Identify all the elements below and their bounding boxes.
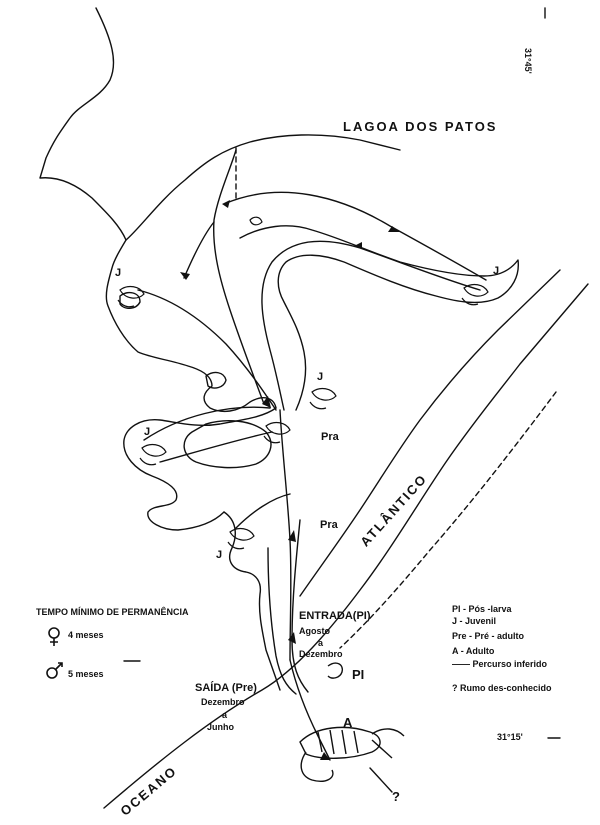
atlantic-label: ATLÂNTICO xyxy=(357,470,431,550)
female-symbol-icon xyxy=(49,628,59,638)
legend-text: - Adulto xyxy=(460,646,495,656)
unknown-route-line xyxy=(370,768,392,792)
legend-text: - Pré - adulto xyxy=(469,631,525,641)
route-west-upper xyxy=(184,222,214,278)
juvenile-marker-west: J xyxy=(115,267,122,279)
lagoon-arm-south xyxy=(224,512,280,690)
juvenile-marker-south: J xyxy=(216,549,223,561)
route-south-loop xyxy=(236,494,290,528)
entry-period-start: Agosto xyxy=(299,626,330,636)
ocean-label: OCEANO xyxy=(117,762,180,819)
legend-item xyxy=(452,604,512,614)
adult-marker: A xyxy=(343,715,353,730)
exit-period-start: Dezembro xyxy=(201,697,245,707)
legend-item xyxy=(452,646,494,656)
legend-code: ? xyxy=(452,683,458,693)
legend-text: - Juvenil xyxy=(459,616,497,626)
sex-symbols xyxy=(47,628,62,678)
residence-male-duration: 5 meses xyxy=(68,669,104,679)
route-bay-return xyxy=(160,432,272,462)
pre-adult-marker-north: Pra xyxy=(321,431,339,443)
juvenile-shrimp-icon xyxy=(310,389,336,409)
male-symbol-icon xyxy=(47,668,57,678)
inferred-route-offshore xyxy=(340,392,556,648)
pre-adult-marker-south: Pra xyxy=(320,519,338,531)
juvenile-glyphs xyxy=(118,217,488,549)
juvenile-marker-center: J xyxy=(317,371,324,383)
exit-connector: a xyxy=(222,710,228,720)
legend-item xyxy=(452,616,496,626)
route-main-channel xyxy=(280,410,291,660)
route-arrowheads xyxy=(180,200,400,760)
juvenile-shrimp-icon xyxy=(228,529,254,549)
legend-code: —— xyxy=(452,659,470,669)
legend-code: Pre xyxy=(452,631,467,641)
legend-item xyxy=(452,660,562,670)
route-exit xyxy=(290,660,330,760)
legend-code: A xyxy=(452,646,459,656)
arrowhead xyxy=(388,226,400,232)
lagoon-shoreline-west xyxy=(106,240,276,411)
entry-period-end: Dezembro xyxy=(299,649,343,659)
legend-text: Percurso inferido xyxy=(472,659,548,669)
arrowhead xyxy=(180,272,190,280)
legend-item xyxy=(452,631,524,641)
entry-title: ENTRADA(PI) xyxy=(299,610,371,622)
juvenile-marker-east: J xyxy=(493,265,500,277)
legend-code: J xyxy=(452,616,458,626)
route-north-loop xyxy=(214,150,264,404)
legend-code: PI xyxy=(452,604,461,614)
channel-east xyxy=(292,520,308,692)
small-island-1 xyxy=(206,373,226,388)
arrowhead xyxy=(222,200,230,208)
post-larva-marker: PI xyxy=(352,667,365,682)
juvenile-shrimp-icon xyxy=(250,217,262,225)
exit-title: SAÍDA (Pre) xyxy=(195,682,257,694)
residence-female-duration: 4 meses xyxy=(68,630,104,640)
legend-text: - Pós -larva xyxy=(463,604,512,614)
post-larva-icon xyxy=(328,663,342,678)
lagoon-label: LAGOA DOS PATOS xyxy=(343,119,498,134)
coord-bottom-right: 31°15' xyxy=(497,732,523,742)
adult-shrimp-icon xyxy=(300,727,404,781)
exit-period-end: Junho xyxy=(207,722,234,732)
small-island-2 xyxy=(120,293,140,309)
coord-top-right: 31°45' xyxy=(523,48,533,74)
legend-text: Rumo des-conhecido xyxy=(460,683,552,693)
juvenile-shrimp-icon xyxy=(118,287,144,307)
unknown-marker: ? xyxy=(392,789,400,804)
route-west-loop xyxy=(138,290,276,410)
central-island xyxy=(184,421,271,468)
residence-title: TEMPO MÍNIMO DE PERMANÊNCIA xyxy=(36,607,189,617)
juvenile-marker-bay: J xyxy=(144,426,151,438)
coastline-outer xyxy=(300,270,560,596)
legend-item xyxy=(452,684,562,694)
entry-connector: a xyxy=(318,638,324,648)
